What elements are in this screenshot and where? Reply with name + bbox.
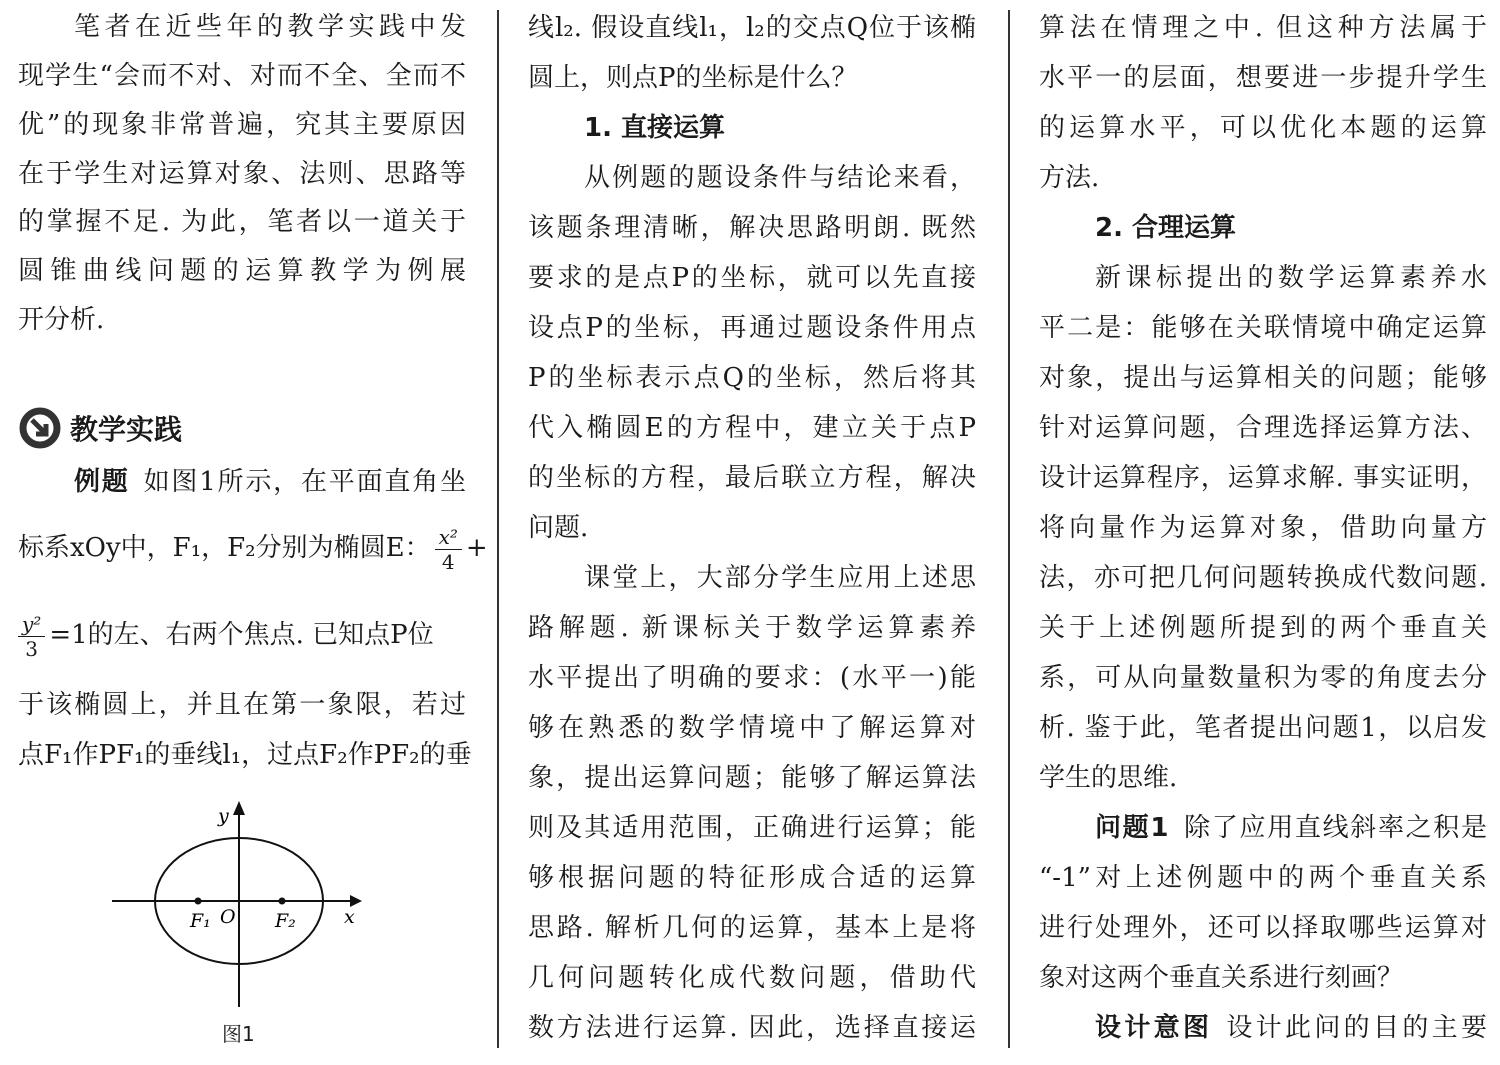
numerator: y² (18, 612, 45, 637)
text-line: 方法. (1039, 163, 1100, 193)
text-line: 从例题的题设条件与结论来看， (584, 163, 976, 193)
example-line (18, 523, 488, 574)
text-line: 学生的思维. (1039, 763, 1178, 793)
fraction-x2-over-4 (435, 525, 462, 574)
example-label: 例题 (74, 467, 130, 497)
text-line: 问题. (528, 513, 589, 543)
text: + (465, 533, 488, 563)
y-label: y (218, 805, 229, 827)
section-heading (18, 405, 182, 451)
text-line: P的坐标表示点Q的坐标，然后将其 (528, 363, 976, 393)
text-line: 够根据问题的特征形成合适的运算 (528, 863, 976, 893)
text-line: 圆锥曲线问题的运算教学为例展 (18, 256, 466, 286)
text-line: 平二是：能够在关联情境中确定运算 (1039, 313, 1487, 343)
f2-label: F₂ (275, 910, 296, 932)
text-line: 现学生“会而不对、对而不全、全而不 (18, 61, 466, 91)
focus-f2 (279, 898, 286, 905)
y-arrow-icon (233, 801, 245, 815)
text-line: 针对运算问题，合理选择运算方法、 (1039, 413, 1487, 443)
text-line: 系，可从向量数量积为零的角度去分 (1039, 663, 1487, 693)
figure-ellipse (110, 795, 370, 1010)
text-line: 笔者在近些年的教学实践中发 (74, 12, 466, 42)
text-line: 思路. 解析几何的运算，基本上是将 (528, 913, 976, 943)
text-line: 对象，提出与运算相关的问题；能够 (1039, 363, 1487, 393)
text-line: 在于学生对运算对象、法则、思路等 (18, 159, 466, 189)
text-line: 数方法进行运算. 因此，选择直接运 (528, 1013, 976, 1043)
text-line: 优”的现象非常普遍，究其主要原因 (18, 110, 466, 140)
text-line: 析. 鉴于此，笔者提出问题1，以启发 (1039, 713, 1487, 743)
fraction-y2-over-3 (18, 612, 45, 661)
text-line: 象，提出运算问题；能够了解运算法 (528, 763, 976, 793)
text: 设计此问的目的主要 (1226, 1013, 1487, 1043)
text-line (1039, 1003, 1487, 1053)
bold-label: 问题1 (1095, 813, 1169, 843)
text: 标系xOy中，F₁，F₂分别为椭圆E： (18, 533, 431, 563)
text: 如图1所示，在平面直角坐 (143, 467, 466, 497)
text-line: 于该椭圆上，并且在第一象限，若过 (18, 690, 466, 720)
f1-label: F₁ (190, 910, 211, 932)
focus-f1 (195, 898, 202, 905)
text-line: 圆上，则点P的坐标是什么？ (528, 63, 858, 93)
text-line: 路解题. 新课标关于数学运算素养 (528, 613, 976, 643)
text-line: 线l₂. 假设直线l₁，l₂的交点Q位于该椭 (528, 13, 976, 43)
text-line: 该题条理清晰，解决思路明朗. 既然 (528, 213, 976, 243)
text-line: 的运算水平，可以优化本题的运算 (1039, 113, 1487, 143)
denominator: 3 (25, 636, 39, 661)
text-line: “-1”对上述例题中的两个垂直关系 (1039, 863, 1487, 893)
origin-label: O (220, 906, 236, 928)
text-line: 开分析. (18, 305, 105, 335)
text-line: 课堂上，大部分学生应用上述思 (584, 563, 976, 593)
text-line: 设计运算程序，运算求解. 事实证明， (1039, 463, 1487, 493)
subsection-heading: 2. 合理运算 (1095, 213, 1237, 243)
denominator: 4 (441, 549, 455, 574)
bold-label: 设计意图 (1095, 1013, 1213, 1043)
x-label: x (344, 906, 355, 928)
subsection-heading: 1. 直接运算 (584, 113, 726, 143)
text-line: 新课标提出的数学运算素养水 (1095, 263, 1487, 293)
text: 除了应用直线斜率之积是 (1182, 813, 1487, 843)
example-line (18, 457, 466, 507)
text-line: 则及其适用范围，正确进行运算；能 (528, 813, 976, 843)
column-divider (1008, 10, 1010, 1048)
text-line: 的掌握不足. 为此，笔者以一道关于 (18, 207, 466, 237)
text-line: 关于上述例题所提到的两个垂直关 (1039, 613, 1487, 643)
text-line: 点F₁作PF₁的垂线l₁，过点F₂作PF₂的垂 (18, 740, 472, 770)
column-divider (497, 10, 499, 1048)
text: =1的左、右两个焦点. 已知点P位 (49, 620, 434, 650)
text-line: 进行处理外，还可以择取哪些运算对 (1039, 913, 1487, 943)
text-line: 算法在情理之中. 但这种方法属于 (1039, 13, 1487, 43)
text-line: 几何问题转化成代数问题，借助代 (528, 963, 976, 993)
text-line: 代入椭圆E的方程中，建立关于点P (528, 413, 976, 443)
section-title: 教学实践 (70, 413, 183, 446)
section-arrow-icon (18, 406, 62, 450)
text-line (1039, 803, 1487, 853)
text-line: 要求的是点P的坐标，就可以先直接 (528, 263, 976, 293)
numerator: x² (435, 525, 462, 550)
text-line: 够在熟悉的数学情境中了解运算对 (528, 713, 976, 743)
text-line: 水平一的层面，想要进一步提升学生 (1039, 63, 1487, 93)
text-line: 象对这两个垂直关系进行刻画？ (1039, 963, 1404, 993)
example-line (18, 610, 466, 660)
text-line: 设点P的坐标，再通过题设条件用点 (528, 313, 976, 343)
text-line: 法，亦可把几何问题转换成代数问题. (1039, 563, 1487, 593)
figure-caption: 图1 (222, 1022, 255, 1046)
text-line: 水平提出了明确的要求：(水平一)能 (528, 663, 976, 693)
text-line: 的坐标的方程，最后联立方程，解决 (528, 463, 976, 493)
text-line: 将向量作为运算对象，借助向量方 (1039, 513, 1487, 543)
